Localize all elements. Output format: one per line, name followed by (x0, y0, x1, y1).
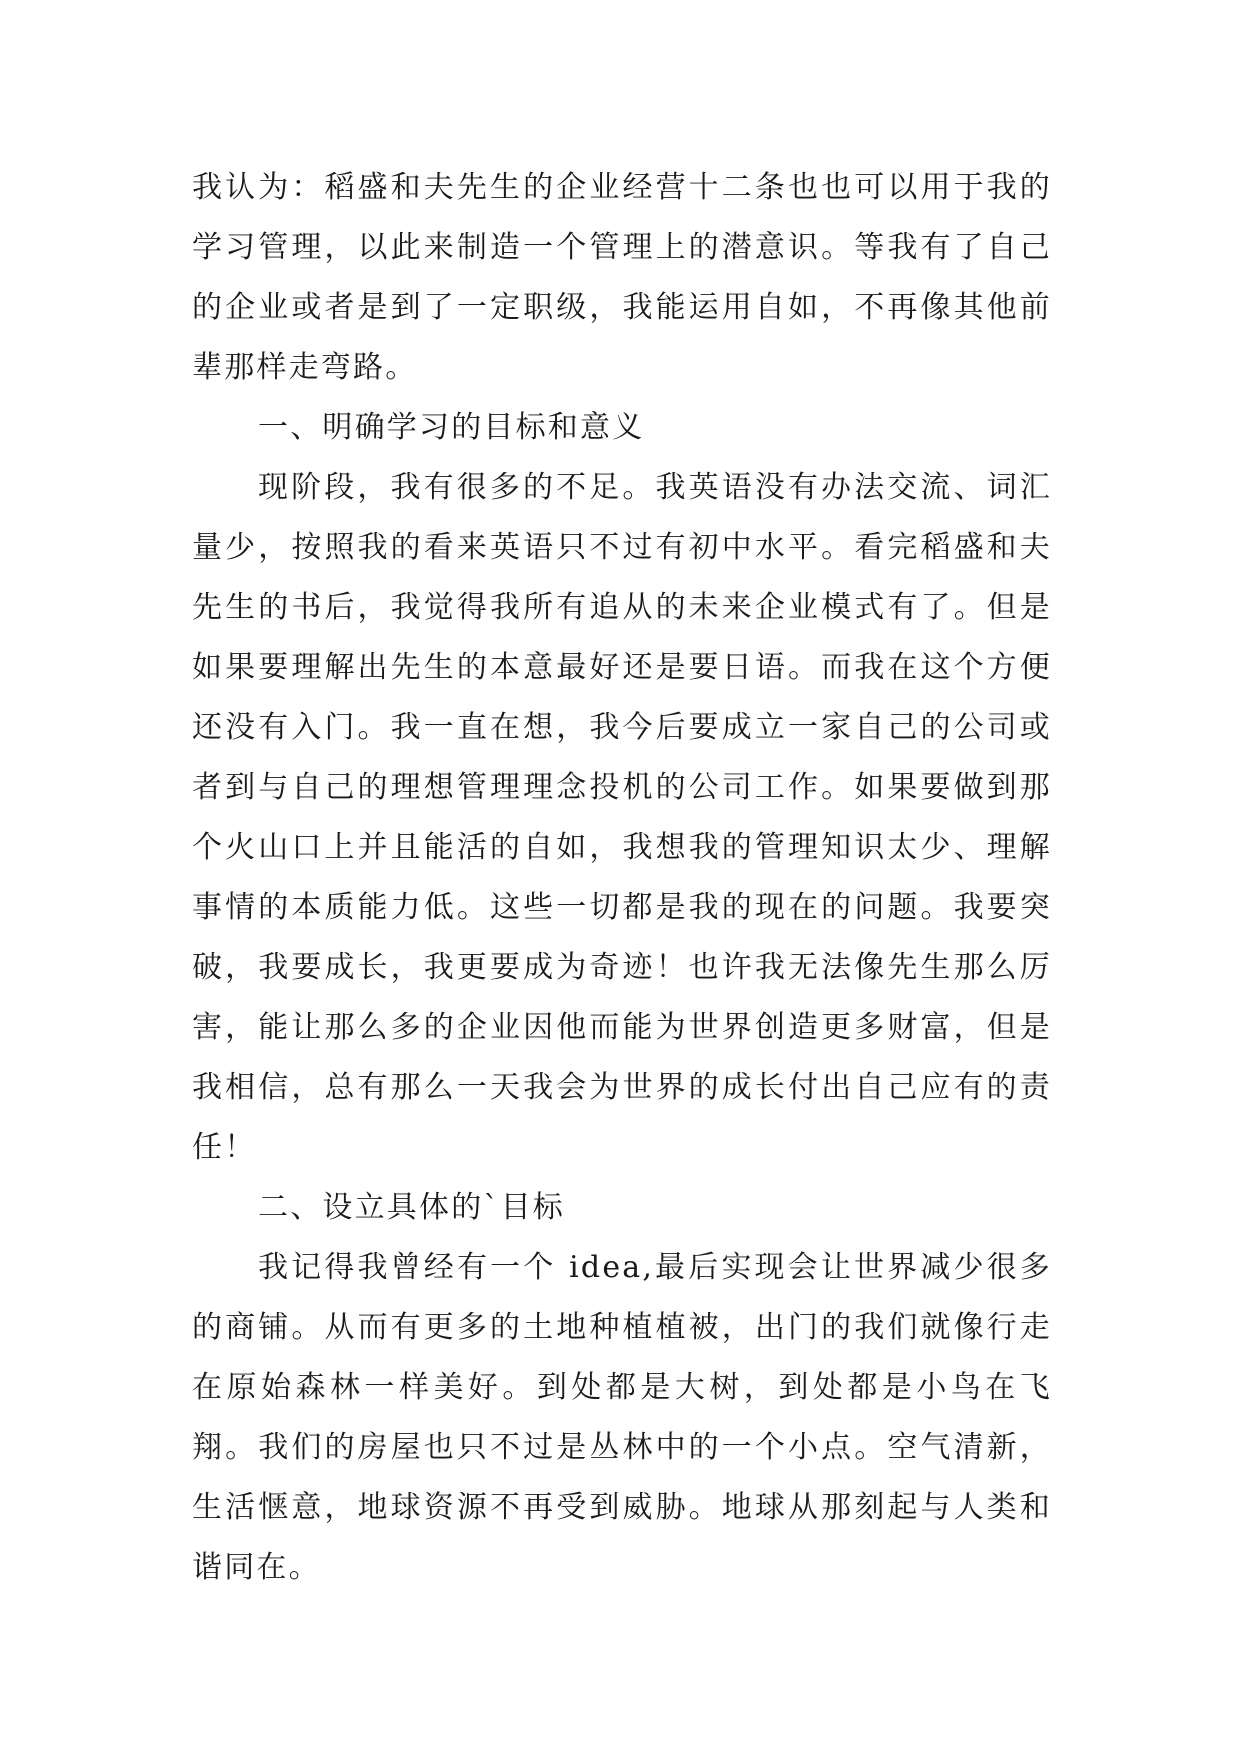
paragraph-section-1: 现阶段，我有很多的不足。我英语没有办法交流、词汇量少，按照我的看来英语只不过有初中水平。看完稻盛和夫先生的书后，我觉得我所有追从的未来企业模式有了。但是如果要理解出先生的本意最好还是要日语。而我在这个方便还没有入门。我一直在想，我今后要成立一家自己的公司或者到与自己的理想管理理念投机的公司工作。如果要做到那个火山口上并且能活的自如，我想我的管理知识太少、理解事情的本质能力低。这些一切都是我的现在的问题。我要突破，我要成长，我更要成为奇迹！也许我无法像先生那么厉害，能让那么多的企业因他而能为世界创造更多财富，但是我相信，总有那么一天我会为世界的成长付出自己应有的责任！ (192, 470, 1052, 1165)
document-page (192, 158, 1052, 1598)
paragraph-section-2: 我记得我曾经有一个 idea,最后实现会让世界减少很多的商铺。从而有更多的土地种植植被，出门的我们就像行走在原始森林一样美好。到处都是大树，到处都是小鸟在飞翔。我们的房屋也只不过是丛林中的一个小点。空气清新，生活惬意，地球资源不再受到威胁。地球从那刻起与人类和谐同在。 (192, 1250, 1052, 1585)
section-heading-1: 一、明确学习的目标和意义 (258, 410, 645, 445)
paragraph-intro: 我认为：稻盛和夫先生的企业经营十二条也也可以用于我的学习管理，以此来制造一个管理上的潜意识。等我有了自己的企业或者是到了一定职级，我能运用自如，不再像其他前辈那样走弯路。 (192, 170, 1052, 385)
section-heading-2: 二、设立具体的`目标 (258, 1190, 565, 1225)
